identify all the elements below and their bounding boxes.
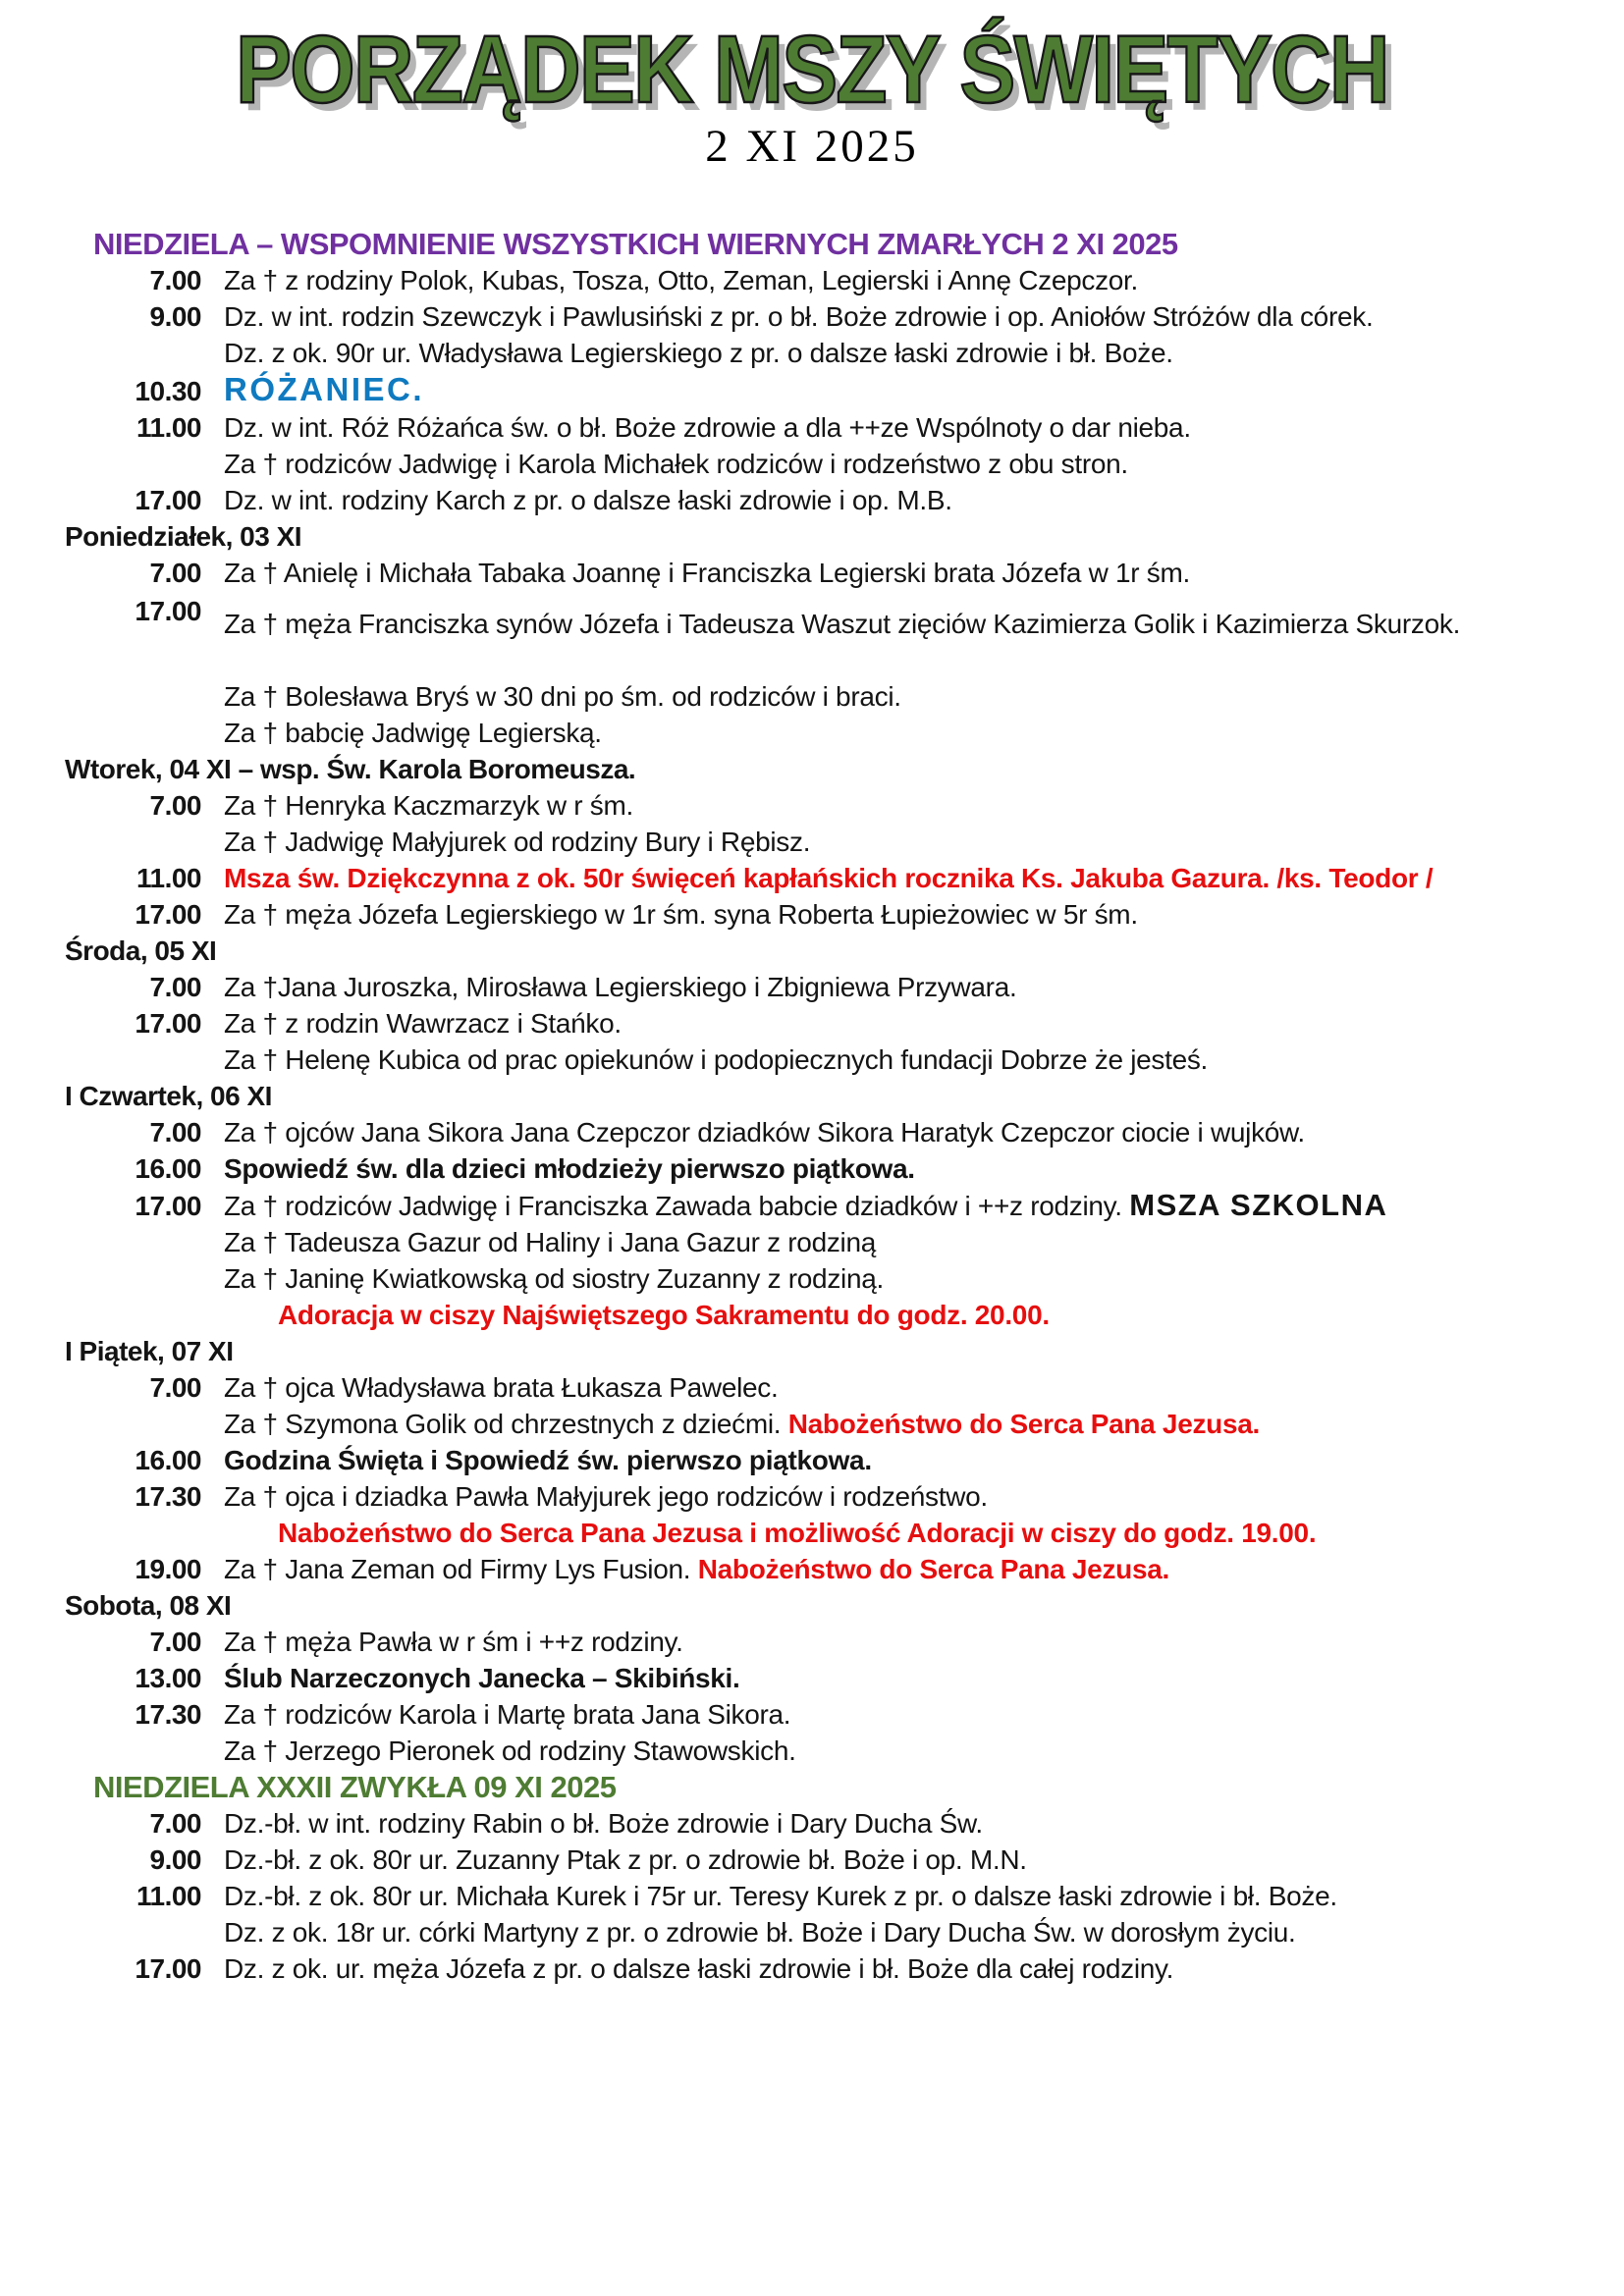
mass-text-part: Za † Henryka Kaczmarzyk w r śm.: [224, 789, 634, 821]
mass-entry: [0, 1442, 1624, 1478]
day-header: Wtorek, 04 XI – wsp. Św. Karola Boromeusza.: [65, 753, 636, 784]
mass-text: [201, 860, 1433, 896]
mass-text-part: Dz.-bł. z ok. 80r ur. Zuzanny Ptak z pr. o zdrowie bł. Boże i op. M.N.: [224, 1843, 1027, 1875]
mass-time: 13.00: [135, 1662, 201, 1693]
page-date: 2 XI 2025: [705, 120, 919, 172]
mass-entry: [0, 298, 1624, 335]
mass-text: [201, 1624, 683, 1660]
mass-entry: [0, 1624, 1624, 1660]
mass-entry: [0, 482, 1624, 518]
section-header: NIEDZIELA XXXII ZWYKŁA 09 XI 2025: [93, 1769, 617, 1804]
mass-time: 16.00: [135, 1152, 201, 1184]
day-header: I Piątek, 07 XI: [65, 1335, 234, 1366]
mass-time: 17.00: [135, 1952, 201, 1984]
mass-time: 9.00: [149, 1843, 201, 1875]
mass-text: [201, 1478, 988, 1515]
mass-entry: [0, 1733, 1624, 1769]
mass-text-part: Dz. z ok. 18r ur. córki Martyny z pr. o zdrowie bł. Boże i Dary Ducha Św. w dorosłym życiu.: [224, 1916, 1296, 1948]
mass-time: 11.00: [135, 1880, 201, 1911]
mass-text-part: Ślub Narzeczonych Janecka – Skibiński.: [224, 1662, 740, 1693]
mass-text: [201, 1005, 622, 1041]
mass-entry: [0, 1406, 1624, 1442]
mass-text-part: Za † Jadwigę Małyjurek od rodziny Bury i Rębisz.: [224, 826, 811, 857]
mass-text-part: Za † Tadeusza Gazur od Haliny i Jana Gazur z rodziną: [224, 1226, 877, 1257]
mass-text-part: Za † Helenę Kubica od prac opiekunów i podopiecznych fundacji Dobrze że jesteś.: [224, 1043, 1209, 1075]
mass-entry: [0, 409, 1624, 446]
mass-entry: [0, 1369, 1624, 1406]
mass-text-part: Za †Jana Juroszka, Mirosława Legierskiego i Zbigniewa Przywara.: [224, 971, 1017, 1002]
mass-text-part: Godzina Święta i Spowiedź św. pierwszo piątkowa.: [224, 1444, 872, 1475]
mass-text: [201, 591, 1460, 642]
mass-entry: [0, 1260, 1624, 1297]
mass-time: 7.00: [149, 557, 201, 588]
mass-entry: [0, 1224, 1624, 1260]
mass-text: [201, 1041, 1208, 1078]
mass-time: 7.00: [149, 1116, 201, 1148]
mass-entry: [0, 1297, 1624, 1333]
mass-text-part: Za † Anielę i Michała Tabaka Joannę i Franciszka Legierski brata Józefa w 1r śm.: [224, 557, 1190, 588]
mass-text: [201, 1733, 796, 1769]
mass-text-part: Dz. w int. rodzin Szewczyk i Pawlusiński z pr. o bł. Boże zdrowie i op. Aniołów Stróżów dla córek.: [224, 300, 1374, 332]
mass-time: 16.00: [135, 1444, 201, 1475]
mass-text-part: Dz.-bł. z ok. 80r ur. Michała Kurek i 75r ur. Teresy Kurek z pr. o dalsze łaski zdrowie i bł. Boże.: [224, 1880, 1337, 1911]
day-header: Środa, 05 XI: [65, 934, 217, 966]
mass-text: [201, 1406, 1260, 1442]
mass-text: [201, 678, 901, 715]
mass-text: [201, 1369, 779, 1406]
mass-time: 17.00: [135, 898, 201, 930]
mass-text: [201, 1515, 1316, 1551]
mass-text: [201, 1878, 1337, 1914]
mass-text: [201, 371, 424, 409]
mass-entry: [0, 1696, 1624, 1733]
mass-time: 17.00: [135, 595, 201, 626]
mass-entry: [0, 262, 1624, 298]
mass-entry: [0, 1950, 1624, 1987]
mass-entry: [0, 1842, 1624, 1878]
day-header: I Czwartek, 06 XI: [65, 1080, 272, 1111]
mass-entry: [0, 1551, 1624, 1587]
mass-text-part: Za † Bolesława Bryś w 30 dni po śm. od rodziców i braci.: [224, 680, 901, 712]
mass-entry: [0, 1114, 1624, 1150]
mass-text: [201, 969, 1016, 1005]
mass-entry: [0, 824, 1624, 860]
mass-entry: [0, 896, 1624, 933]
mass-time: 11.00: [135, 411, 201, 443]
mass-text: [201, 715, 602, 751]
mass-text-part: Za † męża Józefa Legierskiego w 1r śm. syna Roberta Łupieżowiec w 5r śm.: [224, 898, 1138, 930]
mass-schedule: [0, 173, 1624, 1987]
mass-text-part: Za † rodziców Karola i Martę brata Jana Sikora.: [224, 1698, 791, 1730]
title-block: [0, 0, 1624, 173]
mass-time: 17.00: [135, 484, 201, 515]
mass-text: [201, 1442, 872, 1478]
mass-text: [201, 1114, 1305, 1150]
mass-time: 17.30: [135, 1480, 201, 1512]
mass-time: 11.00: [135, 862, 201, 893]
mass-time: 9.00: [149, 300, 201, 332]
mass-text: [201, 787, 633, 824]
mass-entry: [0, 1041, 1624, 1078]
mass-text: [201, 1950, 1173, 1987]
mass-entry: [0, 1150, 1624, 1187]
mass-time: 17.30: [135, 1698, 201, 1730]
mass-text-part: Nabożeństwo do Serca Pana Jezusa.: [697, 1553, 1169, 1584]
mass-text: [201, 824, 810, 860]
mass-time: 17.00: [135, 1007, 201, 1039]
mass-time: 17.00: [135, 1190, 201, 1221]
mass-text: [201, 262, 1138, 298]
spacer: [0, 642, 1624, 678]
mass-text-part: MSZA SZKOLNA: [1129, 1187, 1388, 1222]
mass-text-part: Dz. z ok. 90r ur. Władysława Legierskiego z pr. o dalsze łaski zdrowie i bł. Boże.: [224, 337, 1173, 368]
mass-time: 7.00: [149, 264, 201, 295]
mass-text: [201, 555, 1190, 591]
mass-text: [201, 1660, 740, 1696]
mass-entry: [0, 371, 1624, 409]
day-header: Sobota, 08 XI: [65, 1589, 232, 1621]
mass-entry: [0, 591, 1624, 642]
mass-text-part: Za † męża Franciszka synów Józefa i Tadeusza Waszut zięciów Kazimierza Golik i Kazimierza Skurzok.: [224, 608, 1461, 639]
mass-entry: [0, 555, 1624, 591]
mass-text-part: Msza św. Dziękczynna z ok. 50r święceń kapłańskich rocznika Ks. Jakuba Gazura. /ks. Teodor /: [224, 862, 1434, 893]
mass-text-part: Adoracja w ciszy Najświętszego Sakramentu do godz. 20.00.: [278, 1299, 1050, 1330]
mass-text: [201, 298, 1373, 335]
mass-time: 10.30: [135, 375, 201, 406]
mass-text-part: Za † rodziców Jadwigę i Franciszka Zawada babcie dziadków i ++z rodziny.: [224, 1190, 1130, 1221]
mass-entry: [0, 1005, 1624, 1041]
mass-text: [201, 1260, 884, 1297]
day-header: Poniedziałek, 03 XI: [65, 520, 302, 552]
mass-text-part: Dz. w int. Róż Różańca św. o bł. Boże zdrowie a dla ++ze Wspólnoty o dar nieba.: [224, 411, 1191, 443]
mass-entry: [0, 1805, 1624, 1842]
mass-text-part: Dz. w int. rodziny Karch z pr. o dalsze łaski zdrowie i op. M.B.: [224, 484, 952, 515]
mass-text-part: Za † Janinę Kwiatkowską od siostry Zuzanny z rodziną.: [224, 1262, 884, 1294]
mass-text-part: Dz. z ok. ur. męża Józefa z pr. o dalsze łaski zdrowie i bł. Boże dla całej rodziny.: [224, 1952, 1174, 1984]
mass-text-part: Za † Jana Zeman od Firmy Lys Fusion.: [224, 1553, 698, 1584]
mass-text: [201, 1297, 1050, 1333]
mass-text-part: Nabożeństwo do Serca Pana Jezusa i możliwość Adoracji w ciszy do godz. 19.00.: [278, 1517, 1317, 1548]
mass-entry: [0, 446, 1624, 482]
mass-entry: [0, 335, 1624, 371]
mass-text-part: Za † ojców Jana Sikora Jana Czepczor dziadków Sikora Haratyk Czepczor ciocie i wujków.: [224, 1116, 1305, 1148]
mass-entry: [0, 787, 1624, 824]
mass-text: [201, 482, 952, 518]
mass-text-part: Dz.-bł. w int. rodziny Rabin o bł. Boże zdrowie i Dary Ducha Św.: [224, 1807, 983, 1839]
mass-text: [201, 1805, 983, 1842]
mass-entry: [0, 969, 1624, 1005]
mass-text-part: Za † z rodzin Wawrzacz i Stańko.: [224, 1007, 622, 1039]
mass-text-part: Za † babcię Jadwigę Legierską.: [224, 717, 602, 748]
mass-text: [201, 409, 1191, 446]
mass-text: [201, 335, 1173, 371]
mass-text-part: Za † ojca i dziadka Pawła Małyjurek jego rodziców i rodzeństwo.: [224, 1480, 988, 1512]
mass-text-part: Za † Jerzego Pieronek od rodziny Stawowskich.: [224, 1735, 796, 1766]
mass-time: 19.00: [135, 1553, 201, 1584]
mass-text-part: Za † z rodziny Polok, Kubas, Tosza, Otto, Zeman, Legierski i Annę Czepczor.: [224, 264, 1139, 295]
mass-entry: [0, 1660, 1624, 1696]
mass-time: 7.00: [149, 1807, 201, 1839]
mass-text: [201, 1551, 1169, 1587]
mass-text-part: Za † męża Pawła w r śm i ++z rodziny.: [224, 1626, 683, 1657]
mass-time: 7.00: [149, 789, 201, 821]
mass-entry: [0, 1878, 1624, 1914]
mass-entry: [0, 860, 1624, 896]
mass-text-part: Za † rodziców Jadwigę i Karola Michałek rodziców i rodzeństwo z obu stron.: [224, 448, 1128, 479]
mass-text: [201, 446, 1128, 482]
mass-text-part: RÓŻANIEC.: [224, 370, 424, 407]
mass-entry: [0, 1515, 1624, 1551]
page-title: PORZĄDEK MSZY ŚWIĘTYCH: [236, 16, 1388, 123]
mass-entry: [0, 1187, 1624, 1224]
mass-text: [201, 1914, 1296, 1950]
mass-entry: [0, 715, 1624, 751]
mass-text-part: Za † ojca Władysława brata Łukasza Pawelec.: [224, 1371, 779, 1403]
mass-text-part: Spowiedź św. dla dzieci młodzieży pierwszo piątkowa.: [224, 1152, 915, 1184]
section-header: NIEDZIELA – WSPOMNIENIE WSZYSTKICH WIERNYCH ZMARŁYCH 2 XI 2025: [93, 226, 1178, 261]
mass-text-part: Za † Szymona Golik od chrzestnych z dziećmi.: [224, 1408, 788, 1439]
mass-time: 7.00: [149, 1371, 201, 1403]
mass-text: [201, 1150, 915, 1187]
mass-text: [201, 896, 1138, 933]
mass-text: [201, 1842, 1027, 1878]
mass-text-part: Nabożeństwo do Serca Pana Jezusa.: [787, 1408, 1260, 1439]
mass-entry: [0, 1478, 1624, 1515]
mass-time: 7.00: [149, 1626, 201, 1657]
mass-entry: [0, 1914, 1624, 1950]
mass-text: [201, 1187, 1387, 1224]
mass-text: [201, 1696, 790, 1733]
mass-time: 7.00: [149, 971, 201, 1002]
mass-text: [201, 1224, 876, 1260]
mass-entry: [0, 678, 1624, 715]
